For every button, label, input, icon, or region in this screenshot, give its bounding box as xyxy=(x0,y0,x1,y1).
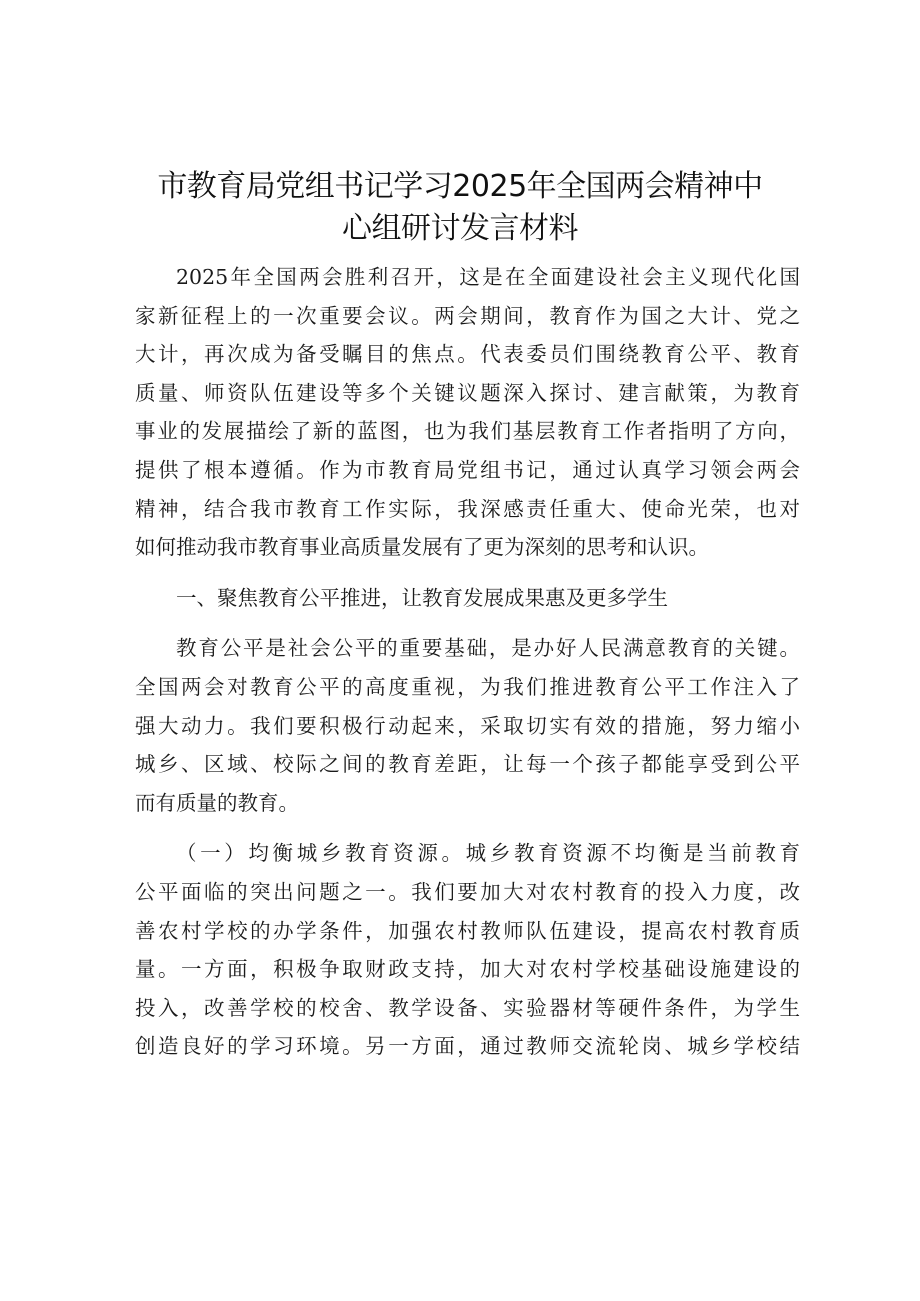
paragraph-fairness xyxy=(135,629,800,822)
heading-line: 一、聚焦教育公平推进，让教育发展成果惠及更多学生 xyxy=(176,585,668,610)
text-line: 精神，结合我市教育工作实际，我深感责任重大、使命光荣，也对 xyxy=(135,496,800,521)
text-line: 公平面临的突出问题之一。我们要加大对农村教育的投入力度，改 xyxy=(135,879,800,904)
text-line: 强大动力。我们要积极行动起来，采取切实有效的措施，努力缩小 xyxy=(135,713,800,738)
text-line: 城乡、区域、校际之间的教育差距，让每一个孩子都能享受到公平 xyxy=(135,752,800,777)
section-heading-1 xyxy=(135,579,800,618)
text-line: 大计，再次成为备受瞩目的焦点。代表委员们围绕教育公平、教育 xyxy=(135,342,800,367)
document-title xyxy=(100,166,820,250)
text-line: 量。一方面，积极争取财政支持，加大对农村学校基础设施建设的 xyxy=(135,957,800,982)
title-line-1: 市教育局党组书记学习2025年全国两会精神中 xyxy=(157,169,763,204)
paragraph-subsection-1 xyxy=(135,834,800,1066)
text-line: 提供了根本遵循。作为市教育局党组书记，通过认真学习领会两会 xyxy=(135,457,800,482)
text-line: （一）均衡城乡教育资源。城乡教育资源不均衡是当前教育 xyxy=(176,841,800,866)
paragraph-intro xyxy=(135,258,800,567)
text-line: 如何推动我市教育事业高质量发展有了更为深刻的思考和认识。 xyxy=(135,535,709,560)
title-line-2: 心组研讨发言材料 xyxy=(342,211,578,246)
text-line: 全国两会对教育公平的高度重视，为我们推进教育公平工作注入了 xyxy=(135,674,800,699)
text-line: 事业的发展描绘了新的蓝图，也为我们基层教育工作者指明了方向， xyxy=(135,419,800,444)
text-line: 投入，改善学校的校舍、教学设备、实验器材等硬件条件，为学生 xyxy=(135,995,800,1020)
document-body xyxy=(135,258,800,1066)
text-line: 善农村学校的办学条件，加强农村教师队伍建设，提高农村教育质 xyxy=(135,918,800,943)
text-line: 质量、师资队伍建设等多个关键议题深入探讨、建言献策，为教育 xyxy=(135,380,800,405)
text-line: 2025年全国两会胜利召开，这是在全面建设社会主义现代化国 xyxy=(176,265,800,289)
text-line: 教育公平是社会公平的重要基础，是办好人民满意教育的关键。 xyxy=(176,636,800,661)
text-line: 而有质量的教育。 xyxy=(135,790,299,815)
text-line: 创造良好的学习环境。另一方面，通过教师交流轮岗、城乡学校结 xyxy=(135,1034,800,1059)
text-line: 家新征程上的一次重要会议。两会期间，教育作为国之大计、党之 xyxy=(135,303,800,328)
